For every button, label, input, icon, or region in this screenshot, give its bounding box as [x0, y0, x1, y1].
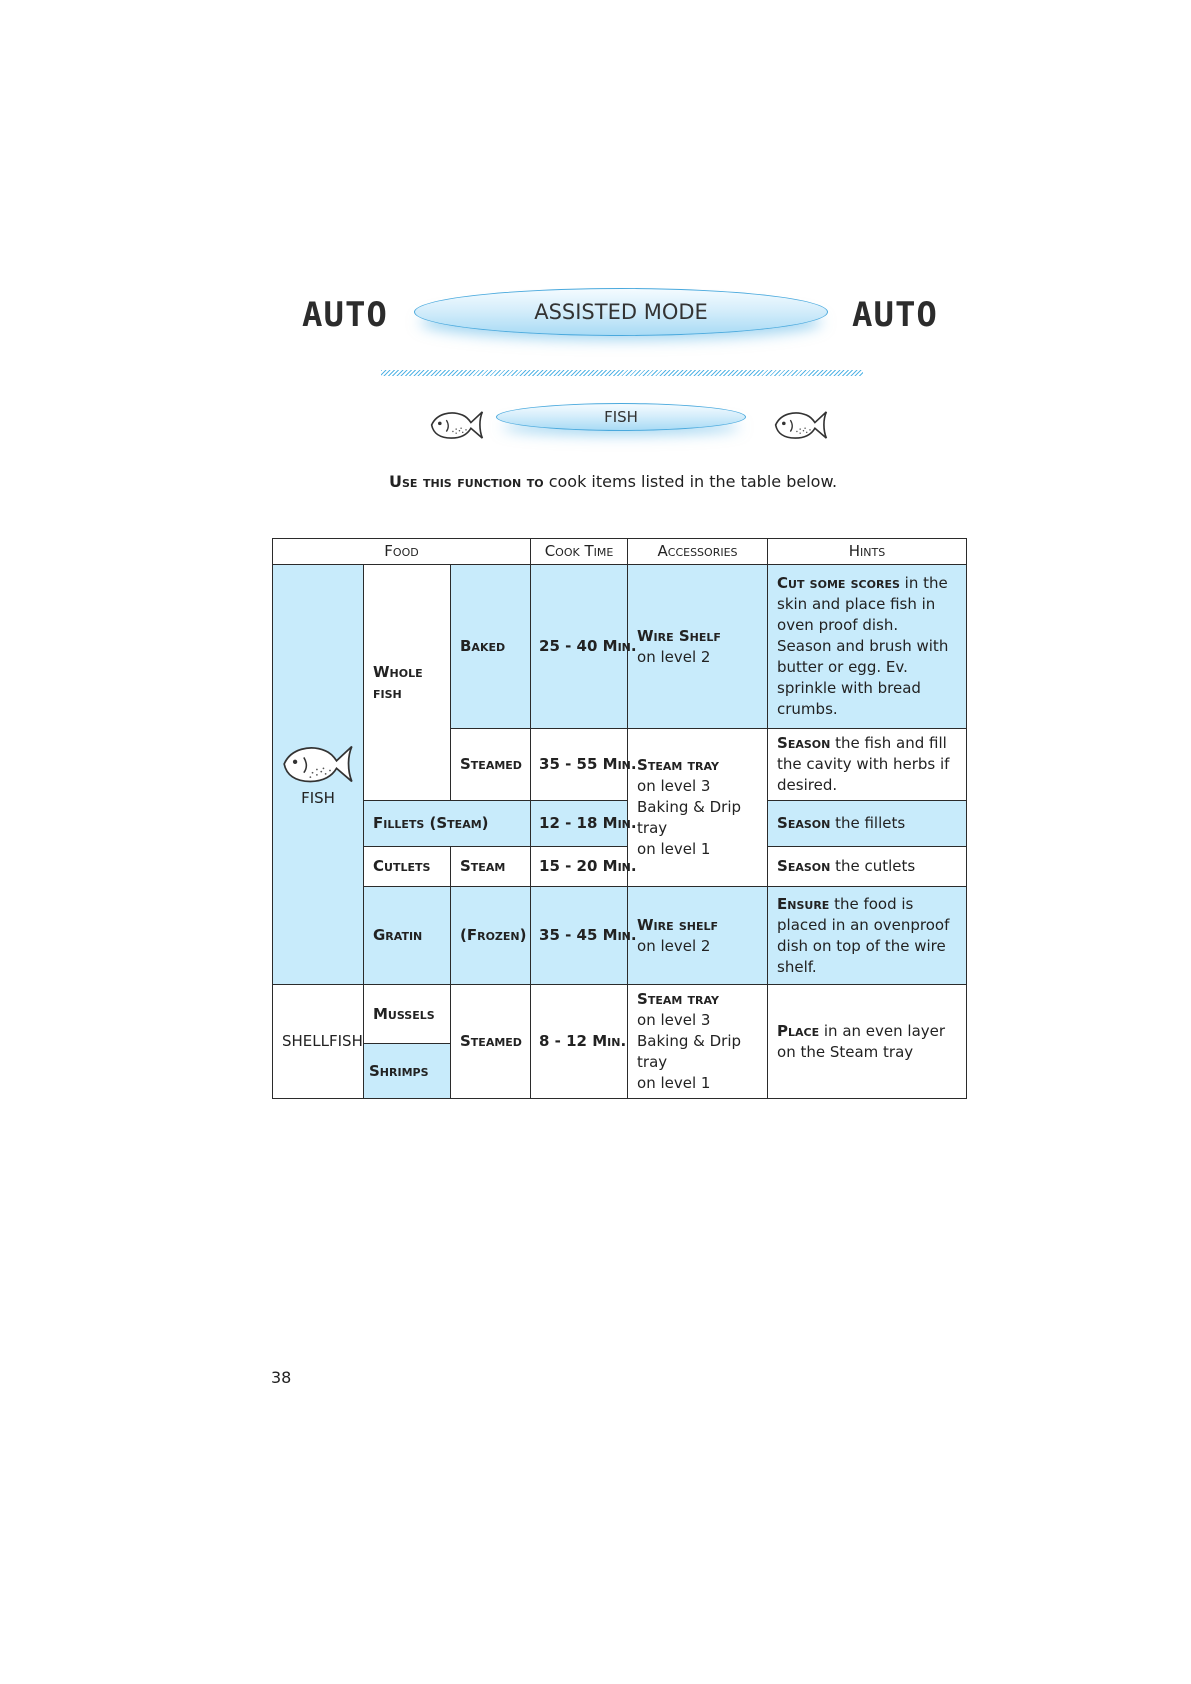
- hatched-divider: [381, 370, 863, 376]
- category-banner: [496, 403, 746, 431]
- fish-icon: [428, 407, 486, 443]
- table-row: [273, 847, 967, 887]
- cutlets-method: Steam: [451, 847, 531, 887]
- fillets-time: 12 - 18 Min.: [531, 801, 628, 847]
- fish-category-cell: [273, 565, 364, 985]
- fillets-label: Fillets (Steam): [364, 801, 531, 847]
- auto-label-right: AUTO: [852, 295, 938, 335]
- shellfish-accessory: Steam tray on level 3 Baking & Drip tray on level 1: [628, 985, 768, 1099]
- baked-method: Baked: [451, 565, 531, 729]
- fish-icon: [772, 407, 830, 443]
- gratin-time: 35 - 45 Min.: [531, 887, 628, 985]
- baked-accessory: Wire Shelf on level 2: [628, 565, 768, 729]
- shellfish-method: Steamed: [451, 985, 531, 1099]
- gratin-label: Gratin: [364, 887, 451, 985]
- gratin-hint: Ensure the food is placed in an ovenproof dish on top of the wire shelf.: [768, 887, 967, 985]
- intro-rest: cook items listed in the table below.: [543, 472, 838, 491]
- header-food: Food: [273, 539, 531, 565]
- steamed-time: 35 - 55 Min.: [531, 729, 628, 801]
- table-header-row: [273, 539, 967, 565]
- gratin-accessory: Wire shelf on level 2: [628, 887, 768, 985]
- steamed-method: Steamed: [451, 729, 531, 801]
- header-cook-time: Cook Time: [531, 539, 628, 565]
- baked-hint: Cut some scores in the skin and place fish in oven proof dish. Season and brush with butter or egg. Ev. sprinkle with bread crumbs.: [768, 565, 967, 729]
- shrimps-label: Shrimps: [364, 1044, 451, 1099]
- category-title: FISH: [604, 408, 638, 426]
- baked-time: 25 - 40 Min.: [531, 565, 628, 729]
- table-row: [273, 565, 967, 729]
- shellfish-time: 8 - 12 Min.: [531, 985, 628, 1099]
- whole-fish-cell: Whole fish: [364, 565, 451, 801]
- steamed-hint: Season the fish and fill the cavity with herbs if desired.: [768, 729, 967, 801]
- assisted-mode-title: ASSISTED MODE: [534, 300, 708, 324]
- steam-accessory: Steam tray on level 3 Baking & Drip tray on level 1: [628, 729, 768, 887]
- intro-text: [389, 472, 837, 491]
- mussels-label: Mussels: [364, 985, 451, 1044]
- header-hints: Hints: [768, 539, 967, 565]
- cooking-table: [272, 538, 967, 1099]
- header-accessories: Accessories: [628, 539, 768, 565]
- gratin-method: (Frozen): [451, 887, 531, 985]
- intro-lead: Use this function to: [389, 472, 544, 491]
- auto-label-left: AUTO: [302, 295, 388, 335]
- cutlets-label: Cutlets: [364, 847, 451, 887]
- fish-icon: [277, 740, 359, 788]
- shellfish-hint: Place in an even layer on the Steam tray: [768, 985, 967, 1099]
- table-row: [273, 887, 967, 985]
- fish-category-label: FISH: [301, 789, 335, 807]
- table-row: [273, 801, 967, 847]
- table-row: [273, 985, 967, 1044]
- shellfish-category-cell: SHELLFISH: [273, 985, 364, 1099]
- cutlets-time: 15 - 20 Min.: [531, 847, 628, 887]
- assisted-mode-banner: [414, 288, 828, 336]
- fillets-hint: Season the fillets: [768, 801, 967, 847]
- page-number: 38: [271, 1368, 292, 1387]
- cutlets-hint: Season the cutlets: [768, 847, 967, 887]
